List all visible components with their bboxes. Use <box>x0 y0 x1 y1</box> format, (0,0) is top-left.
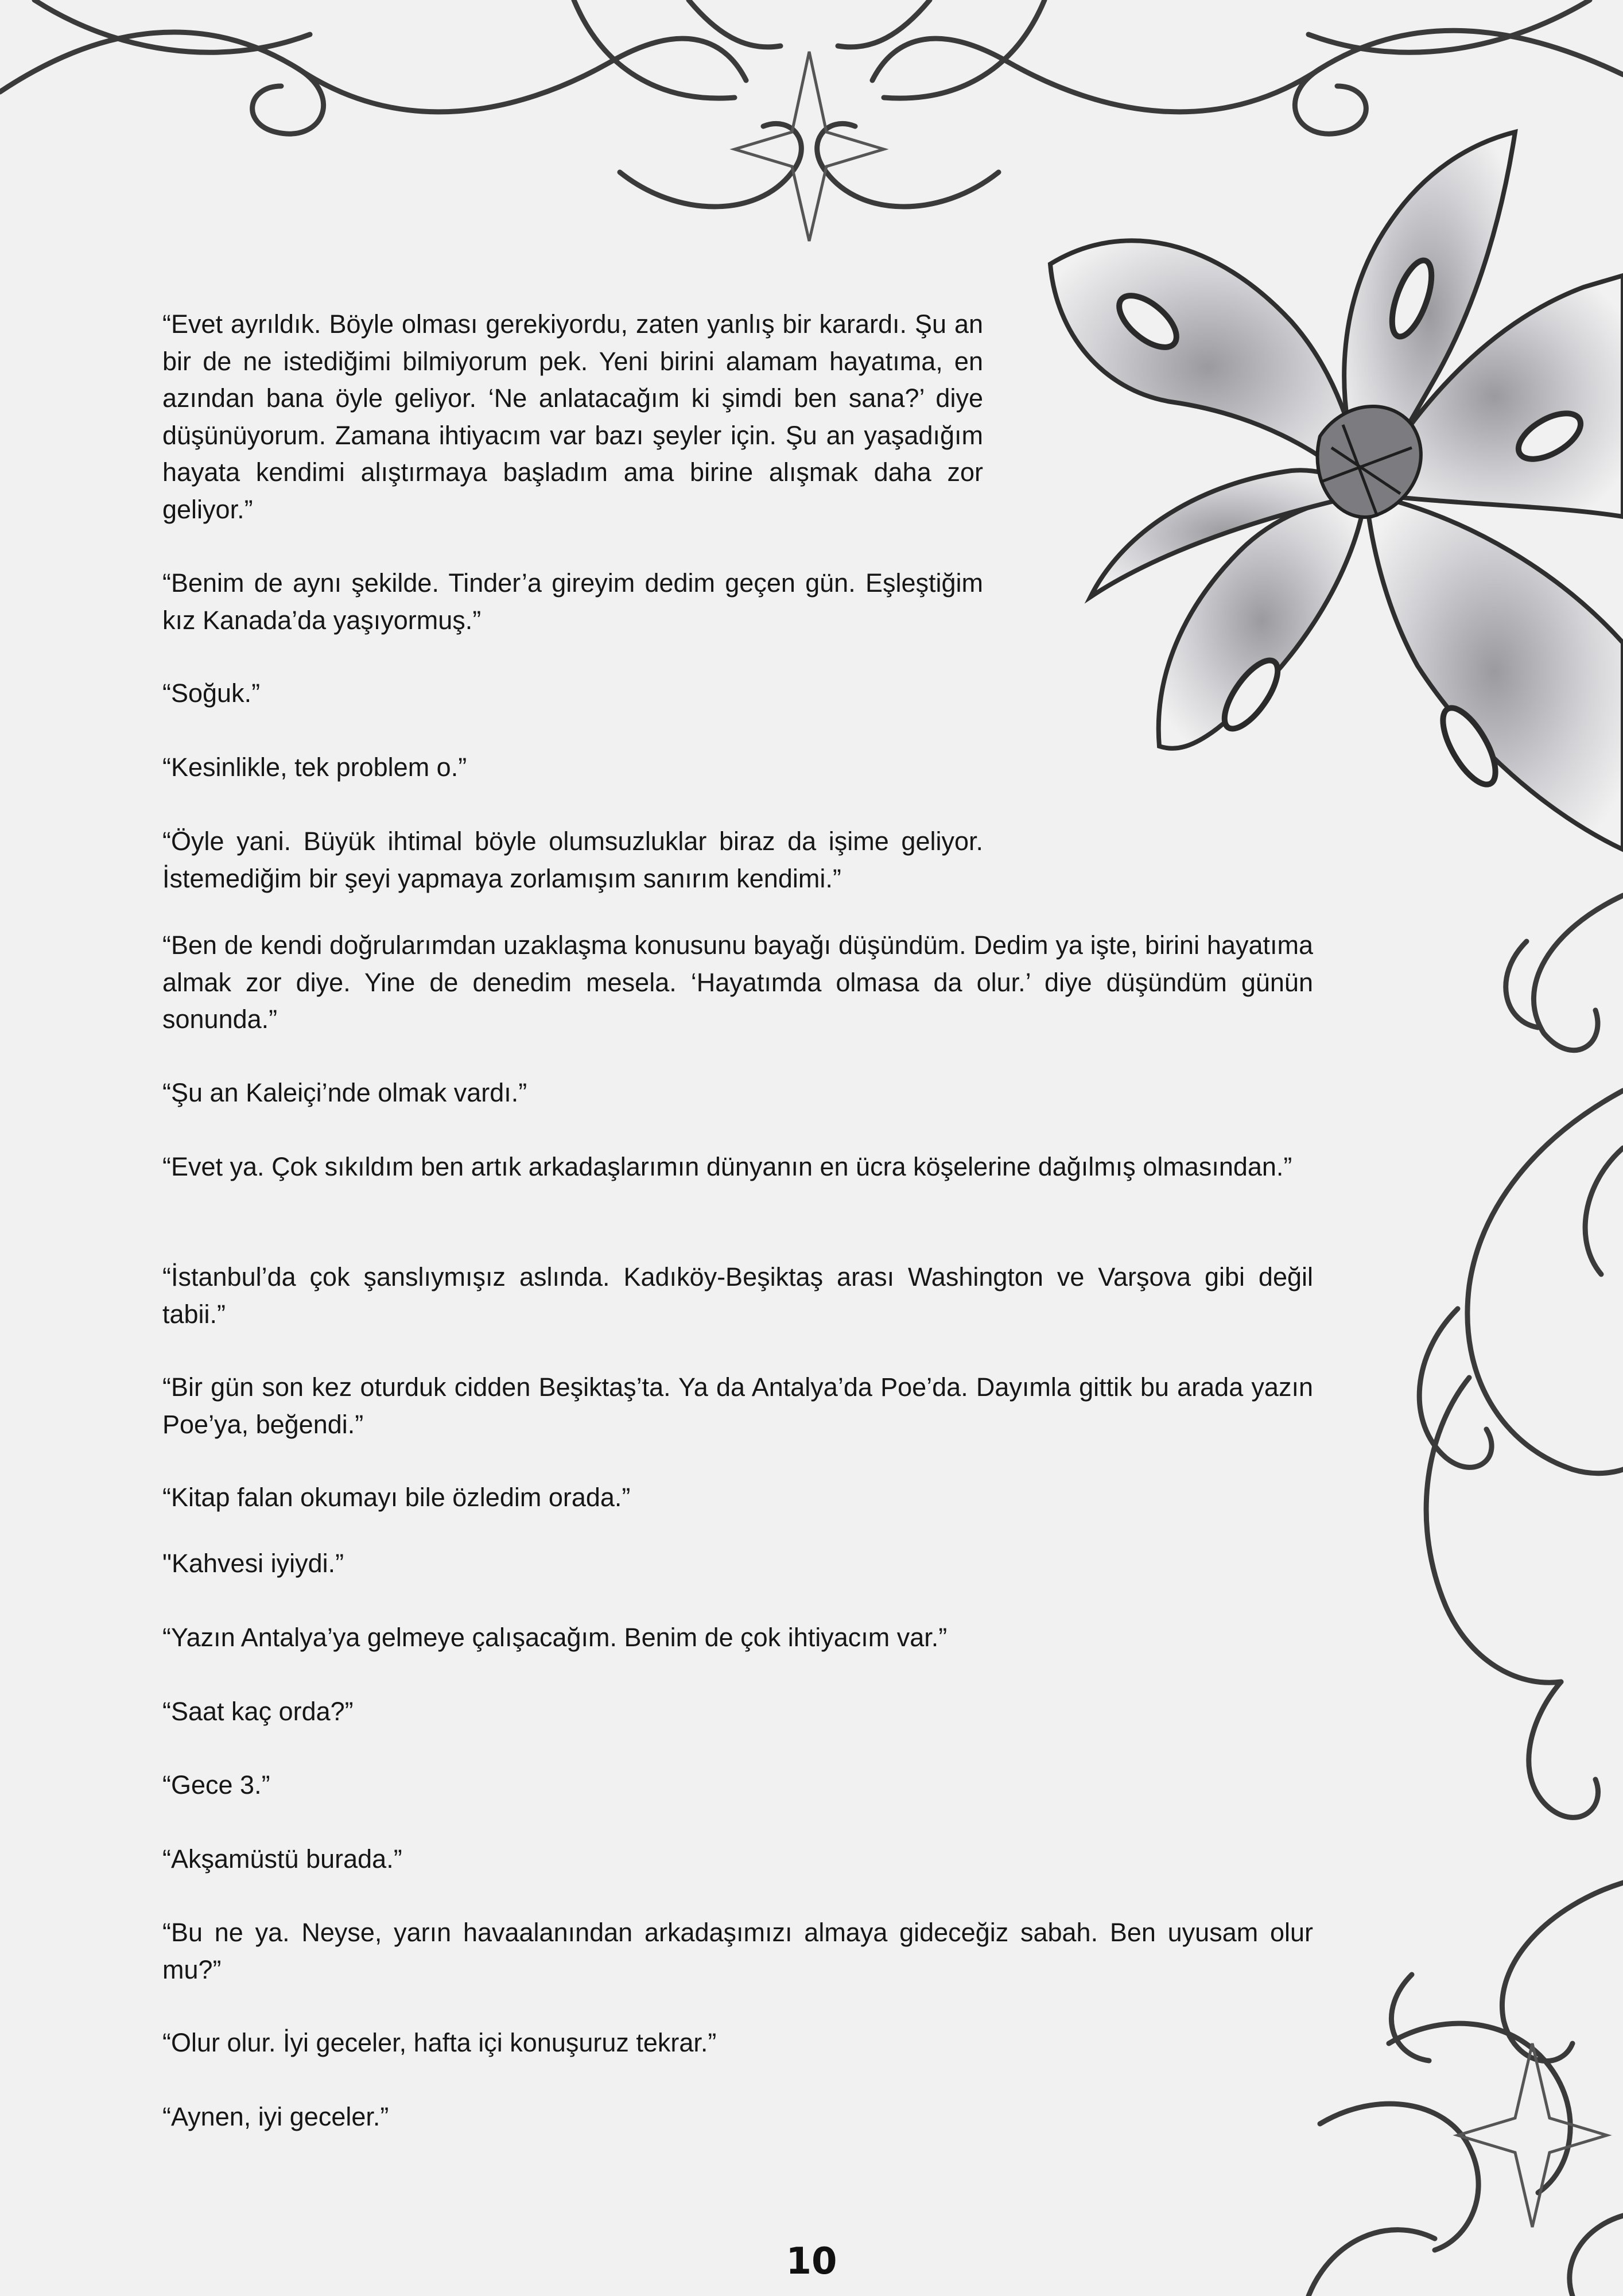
dialogue-line-13: “Yazın Antalya’ya gelmeye çalışacağım. Benim de çok ihtiyacım var.” <box>162 1623 948 1652</box>
dialogue-line-14: “Saat kaç orda?” <box>162 1697 354 1726</box>
dialogue-line-4: “Kesinlikle, tek problem o.” <box>162 753 467 782</box>
dialogue-line-6: “Ben de kendi doğrularımdan uzaklaşma konusunu bayağı düşündüm. Dedim ya işte, birini hayatıma almak zor diye. Yine de denedim mesela. ‘Hayatımda olmasa da olur.’ diye düşündüm günün sonunda.” <box>162 930 1313 1034</box>
dialogue-line-9: “İstanbul’da çok şanslıymışız aslında. Kadıköy-Beşiktaş arası Washington ve Varşova gibi değil tabii.” <box>162 1262 1313 1329</box>
dialogue-line-17: “Bu ne ya. Neyse, yarın havaalanından arkadaşımızı almaya gideceğiz sabah. Ben uyusam olur mu?” <box>162 1918 1313 1984</box>
bottom-right-flourish <box>1309 1883 1623 2296</box>
dialogue-line-12: "Kahvesi iyiydi.” <box>162 1549 344 1578</box>
dialogue-line-2: “Benim de aynı şekilde. Tinder’a gireyim dedim geçen gün. Eşleştiğim kız Kanada’da yaşıyormuş.” <box>162 568 983 635</box>
dialogue-line-18: “Olur olur. İyi geceler, hafta içi konuşuruz tekrar.” <box>162 2028 717 2057</box>
top-star-icon <box>735 52 884 241</box>
top-flourish <box>0 0 1623 207</box>
dialogue-line-19: “Aynen, iyi geceler.” <box>162 2102 389 2131</box>
flower-illustration <box>1050 132 1623 850</box>
dialogue-line-15: “Gece 3.” <box>162 1770 270 1799</box>
bottom-star-icon <box>1458 2043 1607 2227</box>
dialogue-line-3: “Soğuk.” <box>162 678 261 708</box>
dialogue-line-8: “Evet ya. Çok sıkıldım ben artık arkadaşlarımın dünyanın en ücra köşelerine dağılmış olmasından.” <box>162 1152 1292 1181</box>
dialogue-line-7: “Şu an Kaleiçi’nde olmak vardı.” <box>162 1078 527 1107</box>
dialogue-line-1: “Evet ayrıldık. Böyle olması gerekiyordu, zaten yanlış bir karardı. Şu an bir de ne istediğimi bilmiyorum pek. Yeni birini alamam hayatıma, en azından bana öyle geliyor. ‘Ne anlatacağım ki şimdi ben sana?’ diye düşünüyorum. Zamana ihtiyacım var bazı şeyler için. Şu an yaşadığım hayata kendimi alıştırmaya başladım ama birine alışmak daha zor geliyor.” <box>162 309 983 524</box>
right-vine <box>1419 895 1623 1817</box>
dialogue-line-16: “Akşamüstü burada.” <box>162 1844 402 1874</box>
dialogue-line-10: “Bir gün son kez oturduk cidden Beşiktaş’ta. Ya da Antalya’da Poe’da. Dayımla gittik bu arada yazın Poe’ya, beğendi.” <box>162 1372 1313 1439</box>
page-number: 10 <box>786 2240 837 2283</box>
dialogue-line-5: “Öyle yani. Büyük ihtimal böyle olumsuzluklar biraz da işime geliyor. İstemediğim bir şeyi yapmaya zorlamışım sanırım kendimi.” <box>162 827 983 893</box>
dialogue-line-11: “Kitap falan okumayı bile özledim orada.” <box>162 1483 631 1512</box>
